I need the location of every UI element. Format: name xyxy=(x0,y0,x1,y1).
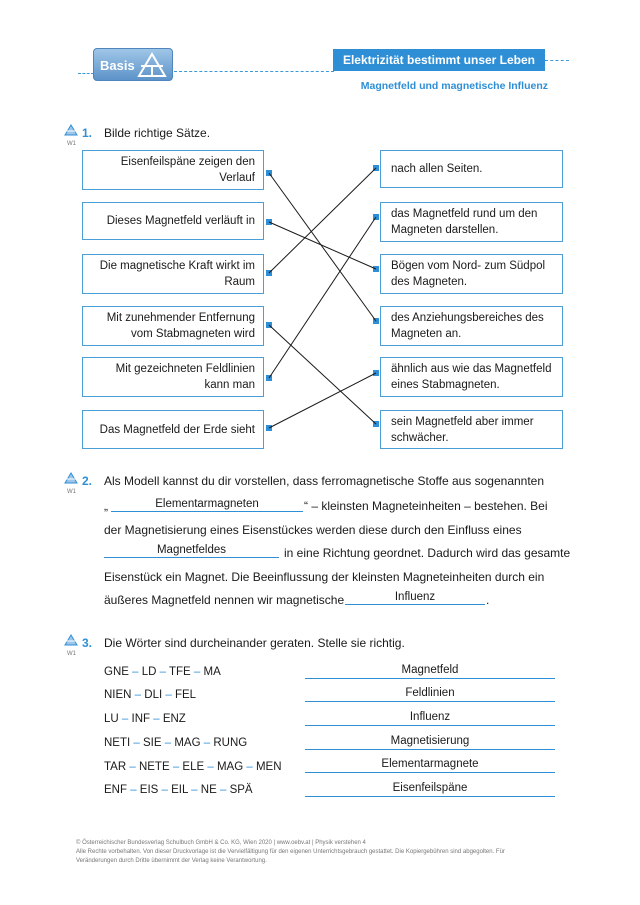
dash-separator: – xyxy=(127,784,140,796)
syllable: NIEN xyxy=(104,689,132,701)
sentence-start-text: Mit zunehmender Entfernung vom Stabmagneten wird xyxy=(106,312,255,340)
connection-line xyxy=(269,222,376,269)
footer-line: Alle Rechte vorbehalten. Von dieser Druckvorlage ist die Vervielfältigung für den eigenen Unterrichtsgebrauch gestattet. Die Kopiergebühren sind abgegolten. Für xyxy=(76,849,505,855)
footer-line: © Österreichischer Bundesverlag Schulbuch GmbH & Co. KG, Wien 2020 | www.oebv.at | Physik verstehen 4 xyxy=(76,840,366,846)
sentence-end-text: das Magnetfeld rund um den Magneten darstellen. xyxy=(391,208,538,236)
syllable: TFE xyxy=(169,666,191,678)
syllable: NETE xyxy=(138,761,170,773)
syllable: TAR xyxy=(104,761,127,773)
answer-field[interactable]: Magnetisierung xyxy=(305,734,555,750)
connection-line xyxy=(269,373,376,428)
answer-field[interactable]: Magnetfeld xyxy=(305,663,555,679)
sentence-start-text: Mit gezeichneten Feldlinien kann man xyxy=(115,363,255,391)
syllable: DLI xyxy=(144,689,163,701)
syllable: EIS xyxy=(139,784,159,796)
dash-separator: – xyxy=(156,666,169,678)
answer-field[interactable]: Elementarmagneten xyxy=(111,497,303,512)
task-number: 2. xyxy=(82,474,93,488)
syllable: SPÄ xyxy=(229,784,253,796)
syllable: MEN xyxy=(255,761,282,773)
syllable: MA xyxy=(203,666,221,678)
syllable: MAG xyxy=(174,737,201,749)
dash-separator: – xyxy=(128,666,142,678)
dash-separator: – xyxy=(158,784,172,796)
scrambled-word xyxy=(104,689,196,701)
answer-field[interactable]: Feldlinien xyxy=(305,686,555,702)
task-number: 1. xyxy=(82,126,93,140)
dash-separator: – xyxy=(190,666,204,678)
task-tag: W1 xyxy=(67,651,76,657)
answer-field[interactable]: Elementarmagnete xyxy=(305,757,555,773)
sentence-start-text: Dieses Magnetfeld verläuft in xyxy=(106,215,255,227)
dash-separator: – xyxy=(187,784,201,796)
sentence-end-text: nach allen Seiten. xyxy=(391,163,483,175)
dash-separator: – xyxy=(126,761,139,773)
syllable: GNE xyxy=(104,666,129,678)
syllable: ENZ xyxy=(162,713,186,725)
text-line: Als Modell kannst du dir vorstellen, dass ferromagnetische Stoffe aus sogenannten xyxy=(104,474,545,488)
answer-field[interactable]: Magnetfeldes xyxy=(104,543,279,558)
dash-separator: – xyxy=(130,737,143,749)
dash-separator: – xyxy=(243,761,256,773)
dash-separator: – xyxy=(204,761,217,773)
open-quote: „ xyxy=(104,499,108,513)
sentence-start-text: Das Magnetfeld der Erde sieht xyxy=(99,423,255,436)
logo-label: Basis xyxy=(100,58,135,73)
text-line: “ – kleinsten Magneteinheiten – bestehen. Bei xyxy=(304,499,548,513)
text-line: äußeres Magnetfeld nennen wir magnetische xyxy=(104,593,345,607)
syllable: NETI xyxy=(104,737,131,749)
task-tag: W1 xyxy=(67,489,76,495)
answer-field[interactable]: Influenz xyxy=(305,710,555,726)
answer-field[interactable]: Eisenfeilspäne xyxy=(305,781,555,797)
dash-separator: – xyxy=(150,713,163,725)
task-instruction: Die Wörter sind durcheinander geraten. Stelle sie richtig. xyxy=(104,636,405,650)
text-line: in eine Richtung geordnet. Dadurch wird das gesamte xyxy=(284,546,571,560)
task-number: 3. xyxy=(82,636,93,650)
scrambled-word xyxy=(104,737,247,749)
sentence-end-text: des Anziehungsbereiches des Magneten an. xyxy=(391,312,544,340)
sentence-end-text: sein Magnetfeld aber immer schwächer. xyxy=(391,415,534,444)
dash-separator: – xyxy=(162,689,175,701)
dash-separator: – xyxy=(131,689,145,701)
chapter-banner: Elektrizität bestimmt unser Leben xyxy=(333,49,545,71)
task-tag: W1 xyxy=(67,141,76,147)
scrambled-word xyxy=(104,784,253,796)
text-line: . xyxy=(486,593,490,607)
syllable: ELE xyxy=(182,761,205,773)
syllable: LU xyxy=(104,713,119,725)
level-triangle-icon xyxy=(64,472,78,484)
scrambled-word xyxy=(104,666,221,678)
text-line: Eisenstück ein Magnet. Die Beeinflussung der kleinsten Magneteinheiten durch ein xyxy=(104,570,545,584)
dash-separator: – xyxy=(200,737,214,749)
text-line: der Magnetisierung eines Eisenstückes werden diese durch den Einfluss eines xyxy=(104,523,522,537)
level-triangle-icon xyxy=(64,634,78,646)
connection-line xyxy=(269,173,376,321)
connection-line xyxy=(269,168,376,273)
dash-separator: – xyxy=(161,737,175,749)
syllable: RUNG xyxy=(213,737,248,749)
dash-separator: – xyxy=(169,761,183,773)
syllable: FEL xyxy=(174,689,197,701)
scrambled-word xyxy=(104,713,186,725)
syllable: NE xyxy=(200,784,217,796)
footer-line: Veränderungen durch Dritte übernimmt der Verlag keine Verantwortung. xyxy=(76,858,267,864)
copyright-footer xyxy=(76,839,566,866)
task-instruction: Bilde richtige Sätze. xyxy=(104,126,211,140)
page-subtitle: Magnetfeld und magnetische Influenz xyxy=(360,80,548,92)
dash-separator: – xyxy=(118,713,132,725)
sentence-start-text: Eisenfeilspäne zeigen den Verlauf xyxy=(120,156,255,184)
syllable: EIL xyxy=(171,784,188,796)
syllable: SIE xyxy=(143,737,162,749)
syllable: INF xyxy=(131,713,151,725)
sentence-end-text: ähnlich aus wie das Magnetfeld eines Stabmagneten. xyxy=(391,363,552,391)
syllable: LD xyxy=(141,666,157,678)
sentence-start-text: Die magnetische Kraft wirkt im Raum xyxy=(99,260,255,288)
answer-field[interactable]: Influenz xyxy=(345,590,485,605)
connection-line xyxy=(269,325,376,424)
connection-line xyxy=(269,217,376,378)
syllable: MAG xyxy=(216,761,244,773)
dash-separator: – xyxy=(216,784,230,796)
scrambled-word xyxy=(104,761,282,773)
sentence-end-text: Bögen vom Nord- zum Südpol des Magneten. xyxy=(391,260,546,288)
syllable: ENF xyxy=(104,784,127,796)
